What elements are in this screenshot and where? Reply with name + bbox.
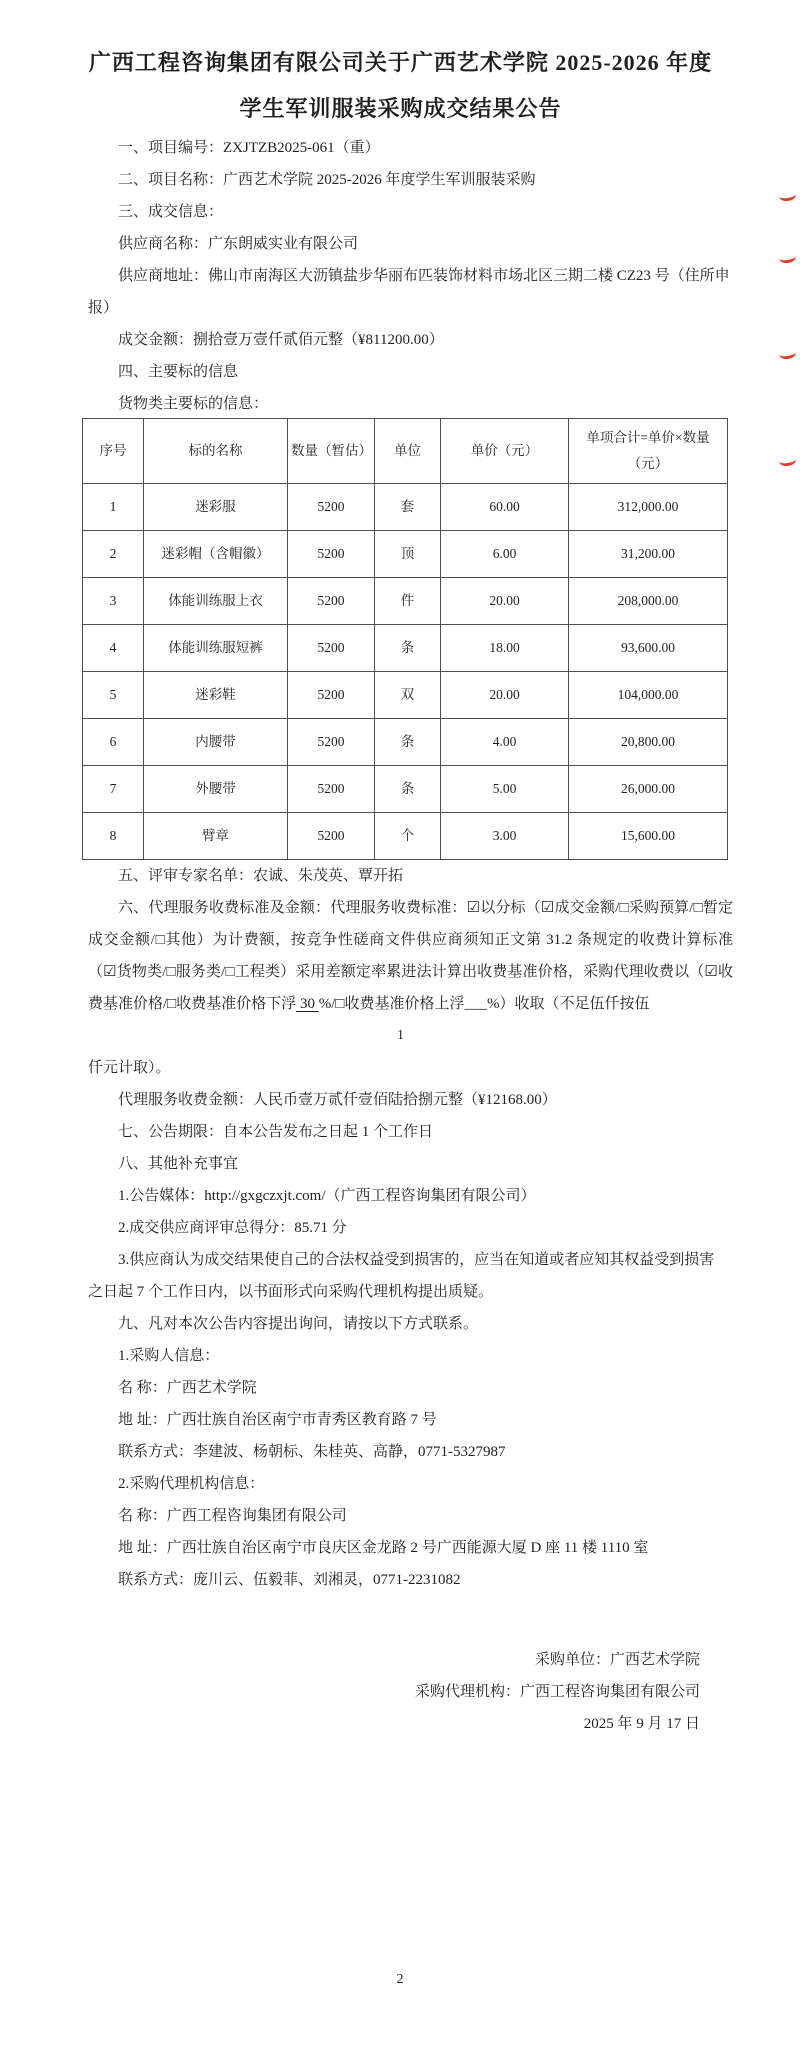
cell-no: 1 [83, 484, 144, 531]
goods-table-body [83, 484, 728, 860]
title-line-1: 广西工程咨询集团有限公司关于广西艺术学院 2025-2026 年度 [88, 50, 713, 75]
table-row [83, 766, 728, 813]
table-row [83, 672, 728, 719]
table-header-row [83, 419, 728, 484]
cell-no: 2 [83, 531, 144, 578]
fee-standard [88, 892, 733, 1020]
contact-heading: 九、凡对本次公告内容提出询问，请按以下方式联系。 [118, 1316, 479, 1332]
cell-name: 体能训练服短裤 [144, 625, 288, 672]
cell-no: 6 [83, 719, 144, 766]
cell-price: 20.00 [441, 578, 569, 625]
cell-total: 312,000.00 [569, 484, 728, 531]
cell-name: 迷彩帽（含帽徽） [144, 531, 288, 578]
objection-notice-line1: 3.供应商认为成交结果使自己的合法权益受到损害的，应当在知道或者应知其权益受到损害 [118, 1252, 715, 1268]
cell-name: 迷彩服 [144, 484, 288, 531]
cell-qty: 5200 [288, 672, 375, 719]
title-line-2: 学生军训服装采购成交结果公告 [239, 96, 562, 121]
agency-name: 名 称：广西工程咨询集团有限公司 [118, 1508, 347, 1524]
table-row [83, 719, 728, 766]
cell-qty: 5200 [288, 531, 375, 578]
header-cell-total: 单项合计=单价×数量（元） [569, 419, 728, 484]
supplier-address-line2: 报） [88, 300, 119, 316]
page-number-2: 2 [396, 1972, 404, 1987]
cell-no: 3 [83, 578, 144, 625]
cell-price: 3.00 [441, 813, 569, 860]
cell-unit: 顶 [375, 531, 441, 578]
table-row [83, 625, 728, 672]
goods-table-header [83, 419, 728, 484]
goods-heading: 货物类主要标的信息： [118, 396, 269, 412]
purchaser-info-heading: 1.采购人信息： [118, 1348, 220, 1364]
cell-total: 15,600.00 [569, 813, 728, 860]
cell-no: 7 [83, 766, 144, 813]
cell-qty: 5200 [288, 766, 375, 813]
supplier-address [88, 260, 733, 324]
fee-standard-text: %/□收费基准价格上浮 [318, 996, 465, 1012]
table-row [83, 813, 728, 860]
purchaser-contact: 联系方式：李建波、杨朝标、朱桂英、高静，0771-5327987 [118, 1444, 506, 1460]
cell-unit: 双 [375, 672, 441, 719]
supplier-name: 供应商名称：广东朗威实业有限公司 [118, 236, 359, 252]
header-cell-unit: 单位 [375, 419, 441, 484]
table-row [83, 578, 728, 625]
cell-name: 臂章 [144, 813, 288, 860]
deal-amount: 成交金额：捌拾壹万壹仟贰佰元整（¥811200.00） [118, 332, 444, 348]
cell-name: 体能训练服上衣 [144, 578, 288, 625]
cell-name: 外腰带 [144, 766, 288, 813]
cell-total: 93,600.00 [569, 625, 728, 672]
objection-notice-line2: 之日起 7 个工作日内，以书面形式向采购代理机构提出质疑。 [88, 1284, 494, 1300]
cell-unit: 件 [375, 578, 441, 625]
header-cell-no: 序号 [83, 419, 144, 484]
signature-block [88, 1644, 733, 1740]
supplier-address-line1: 供应商地址：佛山市南海区大沥镇盐步华丽布匹装饰材料市场北区三期二楼 CZ23 号（住所申 [118, 268, 730, 284]
review-score: 2.成交供应商评审总得分：85.71 分 [118, 1220, 347, 1236]
cell-total: 20,800.00 [569, 719, 728, 766]
notice-period: 七、公告期限：自本公告发布之日起 1 个工作日 [118, 1124, 434, 1140]
cell-qty: 5200 [288, 484, 375, 531]
table-row [83, 484, 728, 531]
cell-price: 18.00 [441, 625, 569, 672]
cell-price: 20.00 [441, 672, 569, 719]
page-number-1: 1 [397, 1028, 404, 1043]
cell-total: 104,000.00 [569, 672, 728, 719]
fee-standard-text: %）收取（不足伍仟按伍 [486, 996, 650, 1012]
cell-price: 4.00 [441, 719, 569, 766]
header-cell-qty: 数量（暂估） [288, 419, 375, 484]
fee-discount-value: 30 [296, 996, 319, 1012]
cell-price: 6.00 [441, 531, 569, 578]
cell-name: 内腰带 [144, 719, 288, 766]
signature-date: 2025 年 9 月 17 日 [583, 1716, 700, 1732]
cell-total: 26,000.00 [569, 766, 728, 813]
cell-price: 5.00 [441, 766, 569, 813]
other-matters-heading: 八、其他补充事宜 [118, 1156, 239, 1172]
table-row [83, 531, 728, 578]
cell-unit: 套 [375, 484, 441, 531]
cell-unit: 条 [375, 625, 441, 672]
header-cell-name: 标的名称 [144, 419, 288, 484]
header-cell-price: 单价（元） [441, 419, 569, 484]
deal-info-heading: 三、成交信息： [118, 204, 224, 220]
agency-address: 地 址：广西壮族自治区南宁市良庆区金龙路 2 号广西能源大厦 D 座 11 楼 1110 室 [118, 1540, 649, 1556]
cell-qty: 5200 [288, 578, 375, 625]
agency-info-heading: 2.采购代理机构信息： [118, 1476, 265, 1492]
cell-price: 60.00 [441, 484, 569, 531]
fee-standard-continuation: 仟元计取）。 [88, 1060, 171, 1076]
goods-table [82, 418, 728, 860]
fee-standard-text: 六、代理服务收费标准及金额：代理服务收费标准：☑以分标（☑成交金额/□采购预算/□暂定成交金额/□其他）为计费额，按竞争性磋商文件供应商须知正文第 31.2 条规定的收费计算标准（☑货物类/□服务类/□工程类）采用差额定率累进法计算出收费基准价格，采购代理收费以（☑收费基准价格/□收费基准价格下浮 [88, 900, 733, 1012]
cell-total: 208,000.00 [569, 578, 728, 625]
project-name: 二、项目名称：广西艺术学院 2025-2026 年度学生军训服装采购 [118, 172, 536, 188]
page-title [68, 40, 733, 132]
cell-qty: 5200 [288, 813, 375, 860]
cell-qty: 5200 [288, 719, 375, 766]
purchaser-name: 名 称：广西艺术学院 [118, 1380, 257, 1396]
cell-unit: 条 [375, 766, 441, 813]
objection-notice [88, 1244, 733, 1308]
cell-total: 31,200.00 [569, 531, 728, 578]
cell-no: 5 [83, 672, 144, 719]
project-number: 一、项目编号：ZXJTZB2025-061（重） [118, 140, 380, 156]
agency-contact: 联系方式：庞川云、伍毅菲、刘湘灵，0771-2231082 [118, 1572, 461, 1588]
announcement-media: 1.公告媒体：http://gxgczxjt.com/（广西工程咨询集团有限公司） [118, 1188, 536, 1204]
signature-purchaser: 采购单位：广西艺术学院 [534, 1652, 700, 1668]
cell-name: 迷彩鞋 [144, 672, 288, 719]
fee-blank-underline: ___ [464, 996, 487, 1012]
signature-agency: 采购代理机构：广西工程咨询集团有限公司 [414, 1684, 700, 1700]
cell-no: 8 [83, 813, 144, 860]
cell-unit: 条 [375, 719, 441, 766]
cell-no: 4 [83, 625, 144, 672]
fee-amount: 代理服务收费金额：人民币壹万贰仟壹佰陆拾捌元整（¥12168.00） [118, 1092, 557, 1108]
cell-unit: 个 [375, 813, 441, 860]
main-subject-heading: 四、主要标的信息 [118, 364, 239, 380]
cell-qty: 5200 [288, 625, 375, 672]
purchaser-address: 地 址：广西壮族自治区南宁市青秀区教育路 7 号 [118, 1412, 437, 1428]
experts-list: 五、评审专家名单：农诚、朱茂英、覃开拓 [118, 868, 404, 884]
